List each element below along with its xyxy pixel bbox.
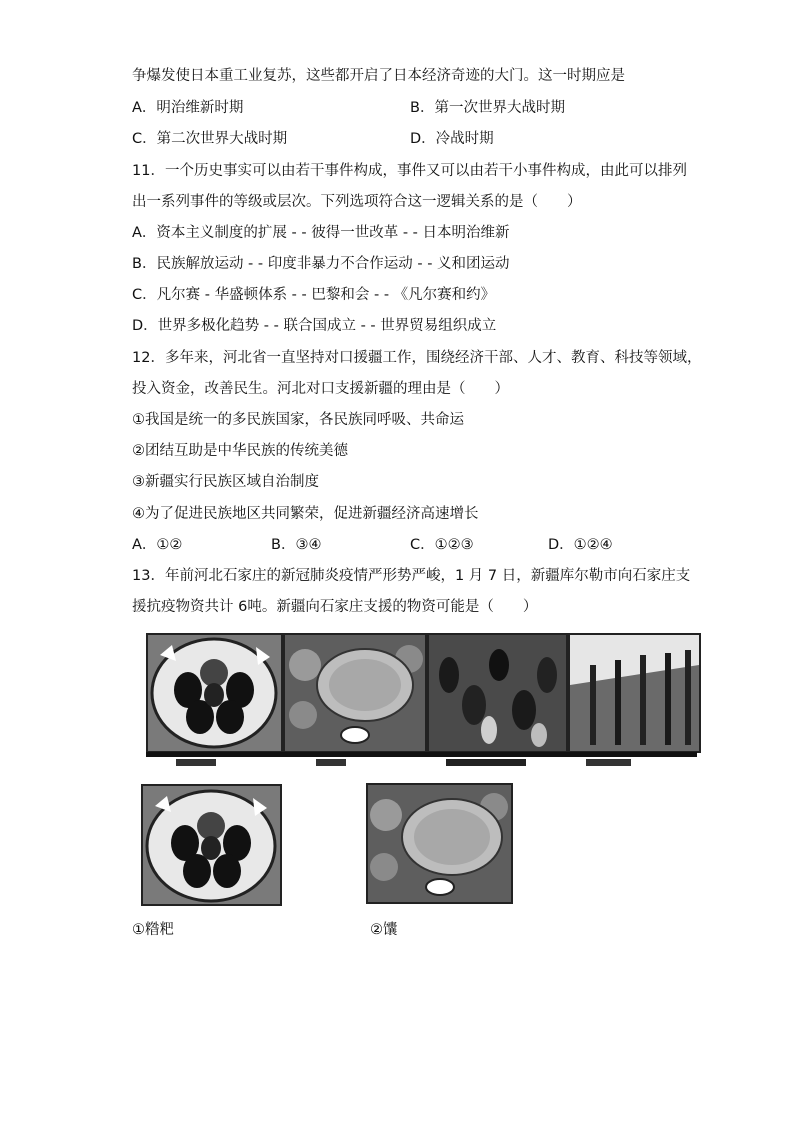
strip-caption-remnants — [146, 752, 697, 766]
q10-option-b: B．第一次世界大战时期 — [410, 100, 565, 116]
q12-option-c: C．①②③ — [410, 537, 474, 553]
q10-option-d: D．冷战时期 — [410, 131, 494, 147]
photo-naan-strip — [283, 633, 427, 753]
q10-option-a: A．明治维新时期 — [132, 100, 244, 116]
q12-option-b: B．③④ — [271, 537, 322, 553]
q11-option-d: D．世界多极化趋势 - - 联合国成立 - - 世界贸易组织成立 — [132, 318, 497, 334]
photo-dates-strip — [427, 633, 568, 753]
caption-naan: ②馕 — [370, 922, 398, 938]
q12-stem-line-1: 12．多年来，河北省一直坚持对口援疆工作，围绕经济干部、人才、教育、科技等领域， — [132, 350, 702, 366]
photo-red-dates-strip — [568, 633, 701, 753]
photo-tsampa-strip — [146, 633, 283, 753]
q11-stem-line-1: 11．一个历史事实可以由若干事件构成，事件又可以由若干小事件构成，由此可以排列 — [132, 163, 687, 179]
caption-tsampa: ①糌粑 — [132, 922, 174, 938]
q13-stem-line-2: 援抗疫物资共计 6吨。新疆向石家庄支援的物资可能是（ ） — [132, 599, 538, 615]
q11-option-c: C．凡尔赛 - 华盛顿体系 - - 巴黎和会 - - 《凡尔赛和约》 — [132, 287, 496, 303]
q11-option-b: B．民族解放运动 - - 印度非暴力不合作运动 - - 义和团运动 — [132, 256, 510, 272]
q12-statement-4: ④为了促进民族地区共同繁荣，促进新疆经济高速增长 — [132, 506, 479, 522]
q12-statement-3: ③新疆实行民族区域自治制度 — [132, 474, 319, 490]
q12-statement-2: ②团结互助是中华民族的传统美德 — [132, 443, 348, 459]
q12-statement-1: ①我国是统一的多民族国家，各民族同呼吸、共命运 — [132, 412, 464, 428]
q12-option-a: A．①② — [132, 537, 183, 553]
q11-option-a: A．资本主义制度的扩展 - - 彼得一世改革 - - 日本明治维新 — [132, 225, 510, 241]
q10-option-c: C．第二次世界大战时期 — [132, 131, 288, 147]
q12-stem-line-2: 投入资金，改善民生。河北对口支援新疆的理由是（ ） — [132, 381, 509, 397]
question-10-stem-tail: 争爆发使日本重工业复苏，这些都开启了日本经济奇迹的大门。这一时期应是 — [132, 68, 625, 84]
q13-stem-line-1: 13．年前河北石家庄的新冠肺炎疫情严形势严峻，1 月 7 日，新疆库尔勒市向石家庄支 — [132, 568, 691, 584]
q12-option-d: D．①②④ — [548, 537, 613, 553]
photo-tsampa — [141, 784, 282, 906]
photo-naan — [366, 783, 513, 904]
q11-stem-line-2: 出一系列事件的等级或层次。下列选项符合这一逻辑关系的是（ ） — [132, 194, 582, 210]
